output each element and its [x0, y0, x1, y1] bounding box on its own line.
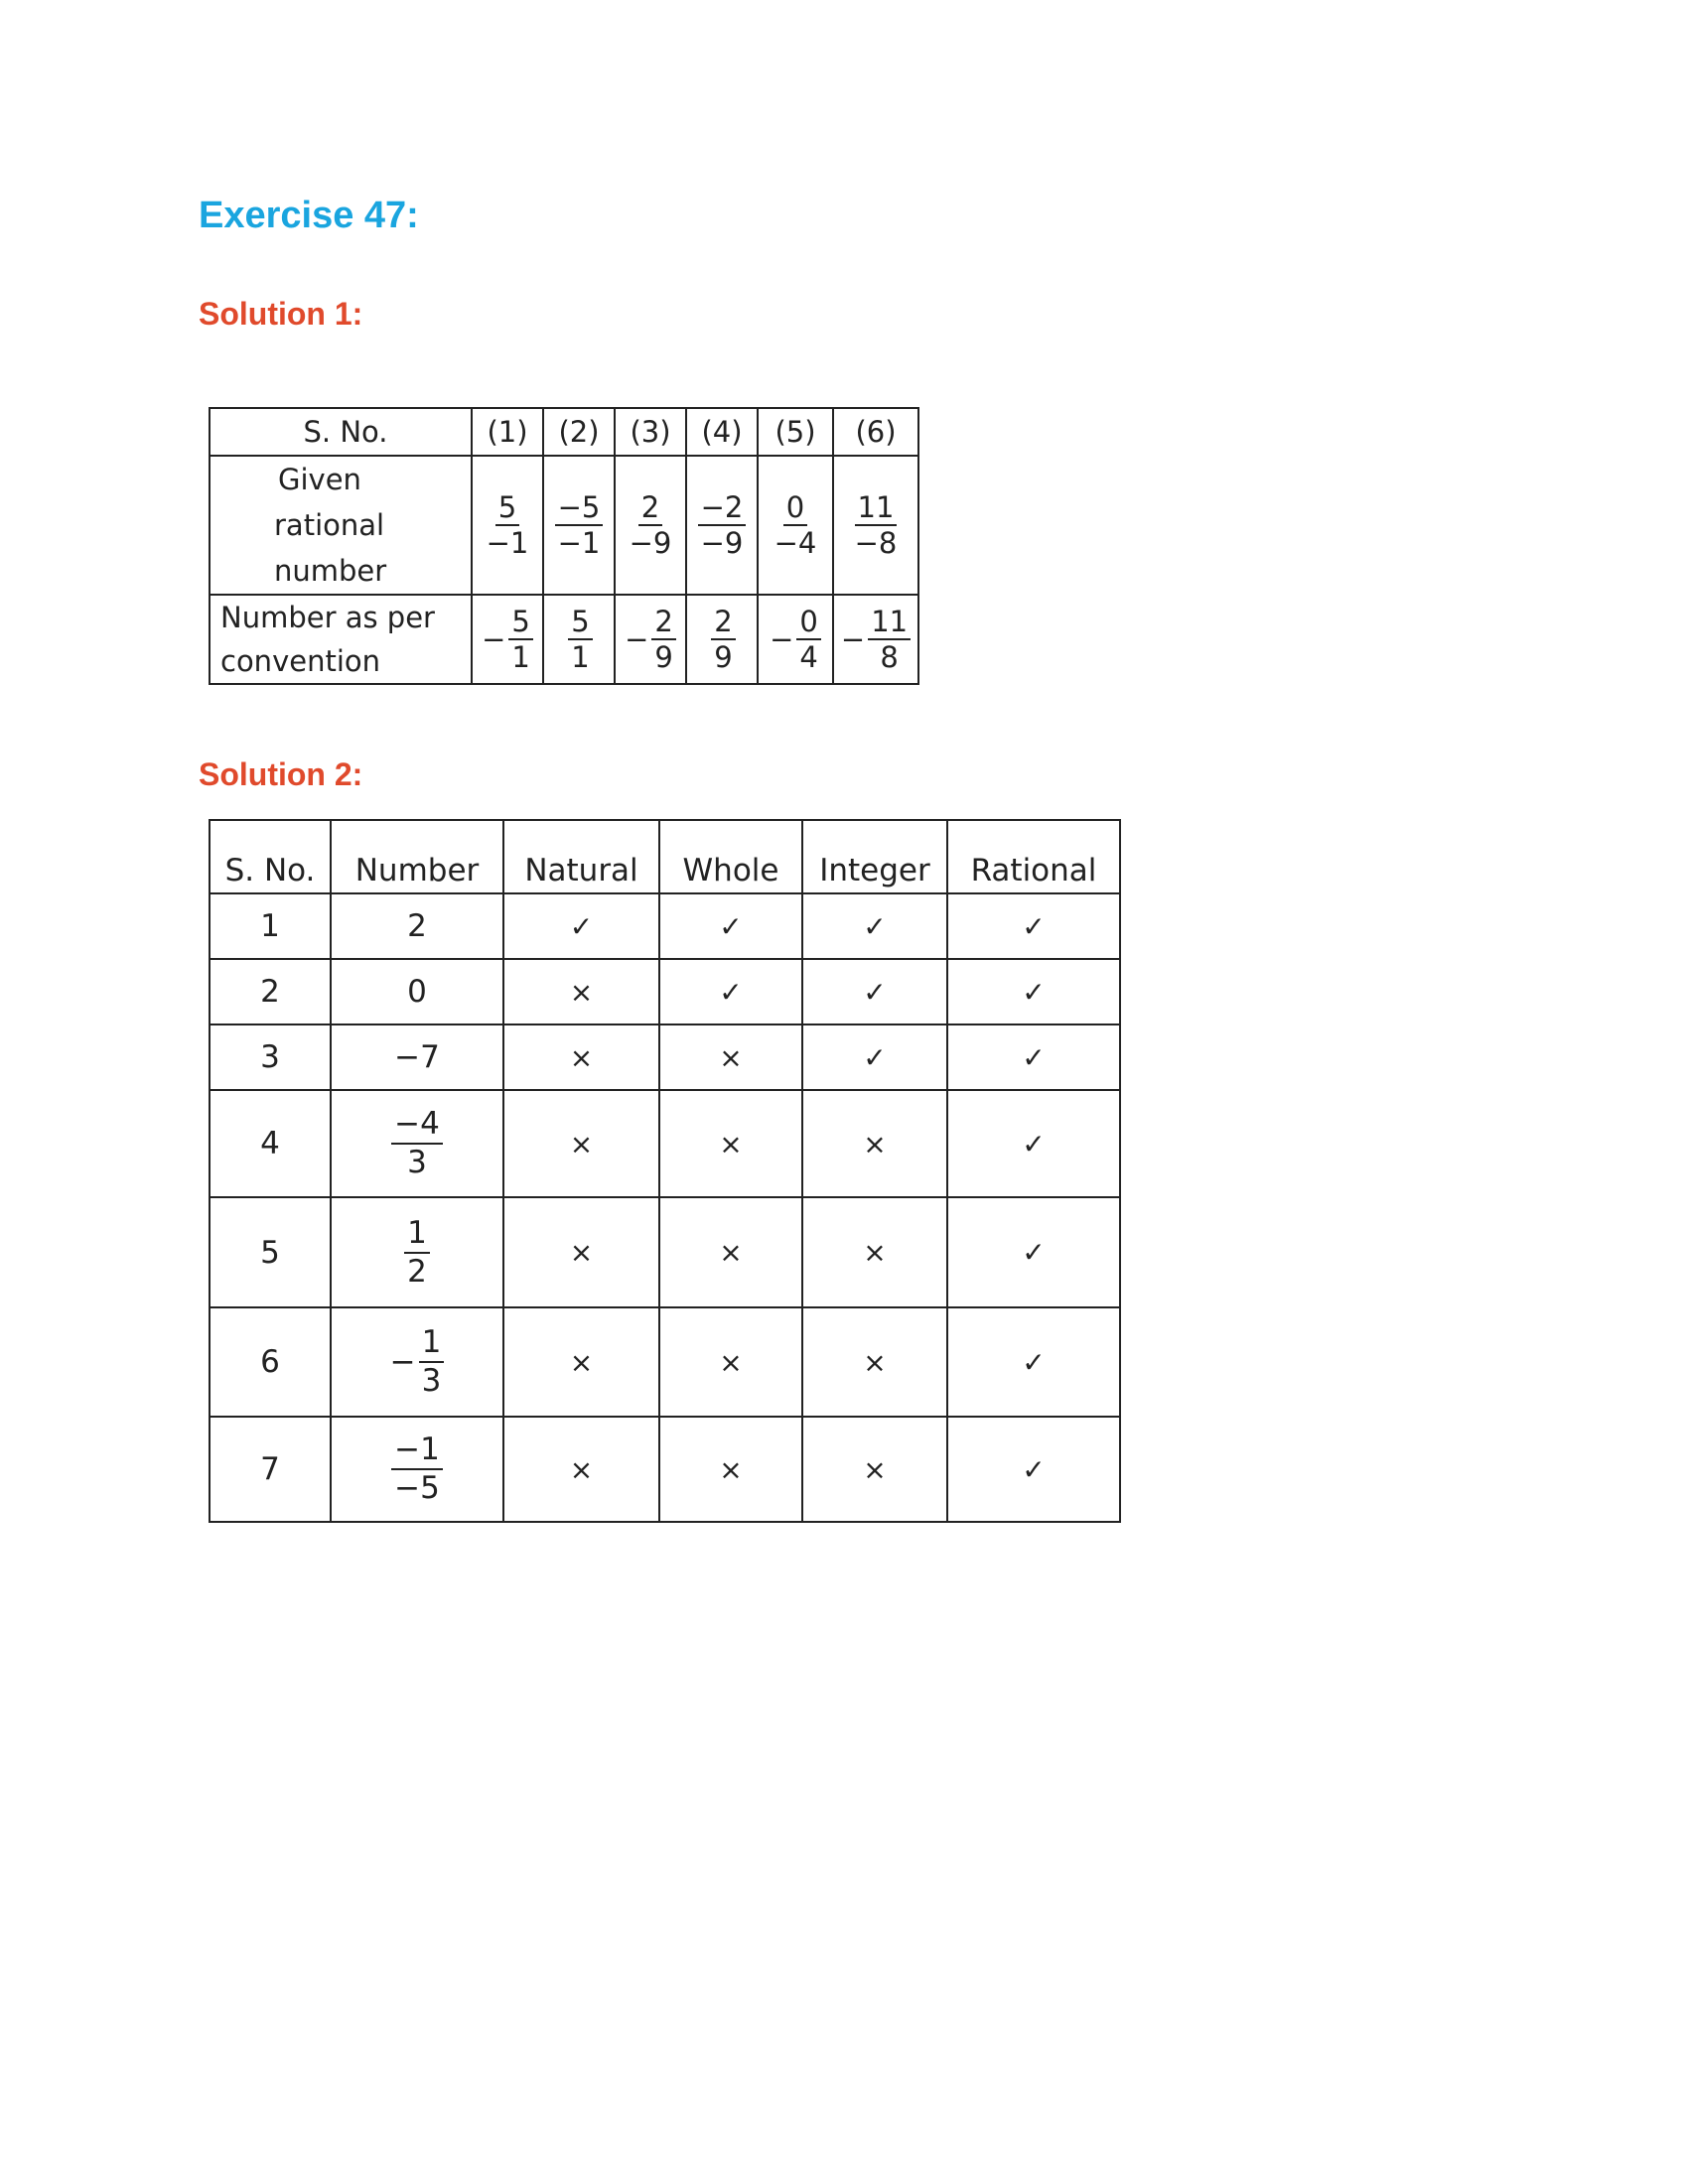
negative-sign: − — [770, 622, 794, 656]
whole-cross-icon: × — [659, 1024, 802, 1090]
natural-cross-icon: × — [503, 1024, 659, 1090]
header-natural: Natural — [503, 820, 659, 893]
natural-cross-icon: × — [503, 959, 659, 1024]
number-cell — [331, 893, 503, 959]
fraction-denominator: −1 — [486, 526, 529, 560]
fraction-denominator: 9 — [654, 640, 673, 674]
column-number-3: (3) — [615, 408, 686, 456]
natural-cross-icon: × — [503, 1090, 659, 1197]
number-cell — [331, 1090, 503, 1197]
given-fraction — [615, 456, 686, 595]
fraction-numerator: 0 — [796, 607, 820, 640]
fraction-denominator: −1 — [557, 526, 601, 560]
sno-cell: 7 — [210, 1417, 331, 1522]
integer-cross-icon: × — [802, 1417, 947, 1522]
number-cell — [331, 1307, 503, 1417]
number-value: 0 — [407, 974, 427, 1010]
fraction-denominator: 1 — [511, 640, 530, 674]
sno-cell: 6 — [210, 1307, 331, 1417]
column-number-2: (2) — [543, 408, 615, 456]
integer-cross-icon: × — [802, 1197, 947, 1307]
header-integer: Integer — [802, 820, 947, 893]
convention-label-line-1: Number as per — [220, 601, 435, 634]
integer-check-icon: ✓ — [802, 1024, 947, 1090]
fraction-numerator: −4 — [391, 1108, 443, 1145]
fraction-numerator: 0 — [783, 492, 807, 526]
convention-fraction — [615, 595, 686, 684]
column-number-5: (5) — [758, 408, 833, 456]
sno-header: S. No. — [210, 408, 472, 456]
rational-check-icon: ✓ — [947, 1024, 1120, 1090]
whole-check-icon: ✓ — [659, 893, 802, 959]
given-fraction — [833, 456, 918, 595]
fraction-denominator: 4 — [799, 640, 818, 674]
fraction-numerator: 5 — [495, 492, 519, 526]
fraction-numerator: 5 — [568, 607, 592, 640]
column-number-6: (6) — [833, 408, 918, 456]
whole-cross-icon: × — [659, 1090, 802, 1197]
solution-2-table — [209, 819, 1121, 1523]
fraction-numerator: −1 — [391, 1433, 443, 1470]
fraction — [391, 1108, 443, 1178]
number-cell — [331, 1024, 503, 1090]
convention-fraction — [686, 595, 758, 684]
integer-cross-icon: × — [802, 1307, 947, 1417]
number-value: −7 — [394, 1039, 440, 1075]
fraction-numerator: 2 — [711, 607, 735, 640]
integer-check-icon: ✓ — [802, 893, 947, 959]
given-fraction — [472, 456, 543, 595]
fraction-denominator: 8 — [880, 640, 899, 674]
fraction-numerator: −2 — [698, 492, 747, 526]
solution-2-title: Solution 2: — [199, 756, 363, 792]
header-rational: Rational — [947, 820, 1120, 893]
sno-cell: 3 — [210, 1024, 331, 1090]
sno-cell: 1 — [210, 893, 331, 959]
given-label-line-2: rational — [274, 508, 385, 542]
fraction-denominator: −8 — [854, 526, 898, 560]
table-row — [210, 1197, 1120, 1307]
header-whole: Whole — [659, 820, 802, 893]
column-number-1: (1) — [472, 408, 543, 456]
sno-cell: 4 — [210, 1090, 331, 1197]
convention-label — [210, 595, 472, 684]
fraction-numerator: 2 — [638, 492, 662, 526]
fraction — [419, 1326, 445, 1397]
table-row — [210, 1417, 1120, 1522]
table-row — [210, 1307, 1120, 1417]
fraction-numerator: 5 — [508, 607, 532, 640]
rational-check-icon: ✓ — [947, 1197, 1120, 1307]
convention-fraction — [833, 595, 918, 684]
rational-check-icon: ✓ — [947, 1090, 1120, 1197]
given-fraction — [758, 456, 833, 595]
rational-check-icon: ✓ — [947, 959, 1120, 1024]
given-label-line-3: number — [274, 554, 387, 588]
fraction-denominator: −9 — [629, 526, 672, 560]
rational-check-icon: ✓ — [947, 893, 1120, 959]
fraction-denominator: 1 — [571, 640, 590, 674]
convention-fraction — [472, 595, 543, 684]
fraction-numerator: 11 — [868, 607, 911, 640]
fraction-denominator: −5 — [394, 1470, 440, 1506]
negative-sign: − — [389, 1344, 416, 1380]
fraction-denominator: 2 — [407, 1253, 427, 1290]
fraction-denominator: 9 — [714, 640, 733, 674]
solution-2-table-body — [210, 893, 1120, 1522]
fraction-denominator: 3 — [407, 1145, 427, 1180]
whole-cross-icon: × — [659, 1307, 802, 1417]
table-row — [210, 893, 1120, 959]
given-fraction — [543, 456, 615, 595]
given-rational-label — [210, 456, 472, 595]
sno-cell: 2 — [210, 959, 331, 1024]
fraction — [391, 1433, 443, 1504]
number-cell — [331, 959, 503, 1024]
column-number-4: (4) — [686, 408, 758, 456]
convention-label-line-2: convention — [220, 644, 381, 678]
fraction-numerator: −5 — [555, 492, 604, 526]
rational-check-icon: ✓ — [947, 1417, 1120, 1522]
negative-sign: − — [840, 622, 866, 656]
number-cell — [331, 1417, 503, 1522]
number-value: 2 — [407, 908, 427, 944]
table-row — [210, 1024, 1120, 1090]
negative-sign: − — [625, 622, 649, 656]
fraction-numerator: 11 — [855, 492, 898, 526]
integer-check-icon: ✓ — [802, 959, 947, 1024]
whole-cross-icon: × — [659, 1197, 802, 1307]
natural-cross-icon: × — [503, 1197, 659, 1307]
given-fraction — [686, 456, 758, 595]
given-label-line-1: Given — [278, 463, 361, 496]
rational-check-icon: ✓ — [947, 1307, 1120, 1417]
table-row — [210, 959, 1120, 1024]
whole-check-icon: ✓ — [659, 959, 802, 1024]
fraction — [404, 1214, 430, 1290]
header-sno: S. No. — [210, 820, 331, 893]
natural-check-icon: ✓ — [503, 893, 659, 959]
fraction-numerator: 2 — [651, 607, 675, 640]
sno-cell: 5 — [210, 1197, 331, 1307]
fraction-denominator: −4 — [774, 526, 817, 560]
negative-sign: − — [482, 622, 506, 656]
solution-1-title: Solution 1: — [199, 296, 363, 332]
fraction-denominator: −9 — [700, 526, 744, 560]
number-cell — [331, 1197, 503, 1307]
table-row — [210, 1090, 1120, 1197]
exercise-title: Exercise 47: — [199, 195, 419, 236]
natural-cross-icon: × — [503, 1417, 659, 1522]
whole-cross-icon: × — [659, 1417, 802, 1522]
convention-fraction — [543, 595, 615, 684]
header-number: Number — [331, 820, 503, 893]
fraction-denominator: 3 — [421, 1363, 442, 1399]
natural-cross-icon: × — [503, 1307, 659, 1417]
fraction-numerator: 1 — [404, 1217, 430, 1254]
integer-cross-icon: × — [802, 1090, 947, 1197]
fraction-numerator: 1 — [419, 1326, 445, 1363]
convention-fraction — [758, 595, 833, 684]
solution-1-table — [209, 407, 919, 685]
